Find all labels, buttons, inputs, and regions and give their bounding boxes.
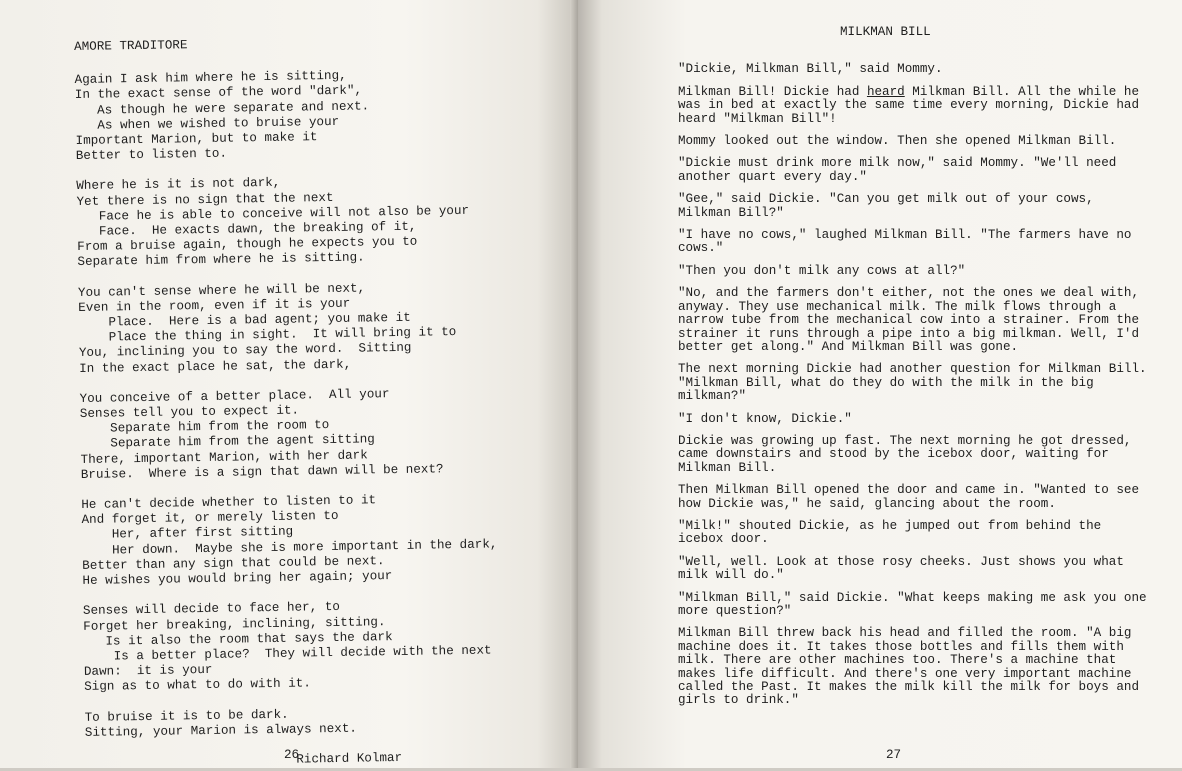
poem-title: AMORE TRADITORE [74, 38, 188, 54]
poem-line: Sitting, your Marion is always next. [84, 721, 358, 740]
heard-text-after: Milkman Bill. All the while he was in bed at exactly the same time every morning, Dickie had heard "Milkman Bill"! [678, 84, 1140, 126]
story-paragraph: "Dickie must drink more milk now," said Mommy. "We'll need another quart every day." [678, 156, 1117, 184]
poem-line: Sign as to what to do with it. [84, 676, 311, 695]
story-paragraph: The next morning Dickie had another question for Milkman Bill. "Milkman Bill, what do they do with the milk in the big milkman?" [678, 362, 1147, 404]
poem-line: Better than any sign that could be next. [82, 554, 385, 573]
poem-line: Place the thing in sight. It will bring it to [108, 325, 457, 345]
heard-underlined: heard [866, 84, 905, 99]
story-paragraphs [678, 135, 1148, 708]
poem-line: He wishes you would bring her again; your [82, 569, 393, 589]
poem-line: Separate him from the agent sitting [110, 432, 375, 451]
poem-line: Even in the room, even if it is your [78, 296, 351, 315]
story-paragraph-heard [678, 86, 1148, 126]
story-paragraph: "Well, well. Look at those rosy cheeks. Just shows you what milk will do." [678, 554, 1124, 583]
poem-line: You conceive of a better place. All your [79, 386, 390, 406]
page-number-right: 27 [886, 748, 902, 762]
story-paragraph: Then Milkman Bill opened the door and came in. "Wanted to see how Dickie was," he said, glancing about the room. [678, 483, 1140, 511]
story-paragraph: "No, and the farmers don't either, not the ones we deal with, anyway. They use mechanical milk. The milk flows through a narrow tube from the mechanical cow into a strainer. From the strainer it runs through a pipe into a big milkman. Well, I'd better get along." And Milkman Bill was gone. [678, 286, 1140, 354]
poem-line: Her, after first sitting [111, 525, 294, 542]
poem-line: Bruise. Where is a sign that dawn will be next? [80, 462, 444, 482]
story-paragraph: "Dickie, Milkman Bill," said Mommy. [678, 62, 943, 77]
poem-line: Place. Here is a bad agent; you make it [108, 310, 411, 330]
poem-line: Where he is it is not dark, [76, 176, 281, 194]
poem-stanza [81, 490, 562, 589]
story-paragraph: "Milkman Bill," said Dickie. "What keeps making me ask you one more question?" [678, 590, 1147, 618]
poem-stanza [75, 66, 556, 165]
poem-line: Better to listen to. [75, 146, 228, 164]
poem-line: You, inclining you to say the word. Sitting [78, 341, 412, 361]
story-title: MILKMAN BILL [840, 25, 931, 39]
poem-stanza [80, 384, 561, 483]
poem-stanza [78, 278, 559, 377]
page-number-left: 26 [284, 748, 300, 762]
story-block [678, 26, 1148, 717]
poem-line: Forget her breaking, inclining, sitting. [83, 614, 386, 634]
story-paragraph: Milkman Bill threw back his head and filled the room. "A big machine does it. It takes those bottles and fills them with milk. There are other machines too. There's a machine that makes life difficult. And there's one very important machine called the Past. It makes the milk kill the milk for boys and girls to drink." [678, 626, 1140, 708]
poem-line: There, important Marion, with her dark [80, 448, 368, 467]
poem-line: And forget it, or merely listen to [81, 509, 339, 528]
poem-line: Senses tell you to expect it. [79, 403, 300, 422]
poem-line: Her down. Maybe she is more important in the dark, [111, 537, 498, 558]
poem-line: Dawn: it is your [83, 663, 213, 680]
story-paragraph: Mommy looked out the window. Then she opened Milkman Bill. [678, 134, 1117, 149]
poem-line: Is a better place? They will decide with the next [113, 643, 492, 664]
poem-line: Senses will decide to face her, to [82, 600, 341, 619]
poem-line: To bruise it is to be dark. [84, 707, 289, 725]
poem-line: You can't sense where he will be next, [77, 281, 366, 300]
poem-line: Face he is able to conceive will not also be your [98, 203, 470, 224]
poem-author: Richard Kolmar [296, 750, 403, 767]
poem-stanza [76, 172, 557, 271]
story-paragraph: "Then you don't milk any cows at all?" [678, 263, 966, 278]
story-paragraph: Dickie was growing up fast. The next morning he got dressed, came downstairs and stood by the icebox door, waiting for Milkman Bill. [678, 433, 1132, 475]
poem-line: As though he were separate and next. [96, 98, 370, 118]
poem-line: As when we wished to bruise your [97, 114, 340, 133]
poem-stanzas [75, 66, 565, 741]
poem-line: In the exact place he sat, the dark, [79, 357, 352, 376]
poem-stanza [85, 703, 565, 741]
poem-line: He can't decide whether to listen to it [81, 493, 377, 513]
poem-line: From a bruise again, though he expects you to [77, 234, 418, 255]
poem-line: Separate him from where he is sitting. [77, 250, 365, 270]
story-paragraph: "I have no cows," laughed Milkman Bill. "The farmers have no cows." [678, 228, 1132, 256]
story-paragraph: "Milk!" shouted Dickie, as he jumped out from behind the icebox door. [678, 518, 1102, 547]
poem-line: In the exact sense of the word "dark", [74, 83, 363, 103]
poem-line: Separate him from the room to [110, 418, 330, 436]
heard-text-before: Milkman Bill! Dickie had [678, 84, 867, 99]
story-paragraph: "Gee," said Dickie. "Can you get milk out of your cows, Milkman Bill?" [678, 192, 1094, 220]
poem-line: Yet there is no sign that the next [76, 190, 334, 209]
poem-line: Face. He exacts dawn, the breaking of it, [98, 219, 417, 239]
poem-line: Is it also the room that says the dark [105, 629, 393, 649]
left-page [0, 0, 578, 768]
poem-line: Important Marion, but to make it [75, 130, 318, 149]
poem-block [74, 32, 565, 771]
poem-stanza [83, 597, 564, 696]
story-paragraph: "I don't know, Dickie." [678, 411, 852, 426]
poem-line: Again I ask him where he is sitting, [74, 68, 347, 88]
right-page [578, 0, 1182, 768]
